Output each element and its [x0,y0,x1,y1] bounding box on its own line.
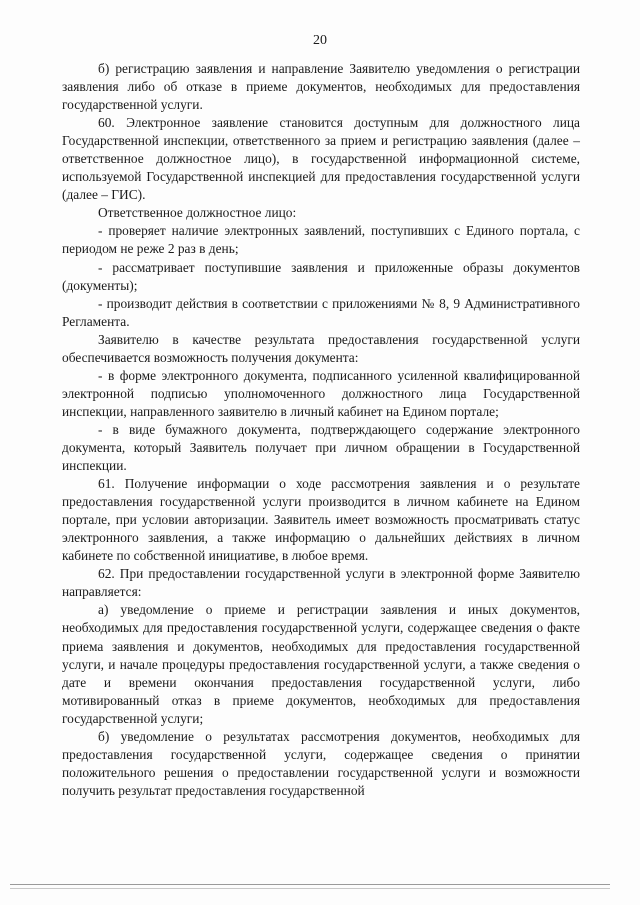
paragraph-60: 60. Электронное заявление становится доступным для должностного лица Государственной инспекции, ответственного за прием и регистрацию заявления (далее – ответственное должностное лицо), в государственной информационной системе, используемой Государственной инспекцией для предоставления государственной услуги (далее – ГИС). [62,115,580,203]
paragraph-59b: б) регистрацию заявления и направление Заявителю уведомления о регистрации заявления либо об отказе в приеме документов, необходимых для предоставления государственной услуги. [62,61,580,113]
list-item-performs-actions: - производит действия в соответствии с приложениями № 8, 9 Административного Регламента. [62,295,580,329]
list-item-checks-applications: - проверяет наличие электронных заявлений, поступивших с Единого портала, с периодом не реже 2 раз в день; [62,223,580,257]
page-number: 20 [313,33,327,48]
paragraph-62a: а) уведомление о приеме и регистрации заявления и иных документов, необходимых для предоставления государственной услуги, содержащее сведения о факте приема заявления и документов, необходимых для предоставления государственной услуги, и начале процедуры предоставления государственной услуги, а также сведения о дате и времени окончания предоставления государственной услуги, либо мотивированный отказ в приеме документов, необходимых для предоставления государственной услуги; [62,602,580,726]
scan-edge-line-secondary [10,888,610,889]
list-item-paper-document: - в виде бумажного документа, подтверждающего содержание электронного документа, который Заявитель получает при личном обращении в Государственной инспекции. [62,421,580,474]
paragraph-result-document: Заявителю в качестве результата предоставления государственной услуги обеспечивается возможность получения документа: [62,331,580,365]
scan-edge-line [10,884,610,885]
list-item-electronic-document: - в форме электронного документа, подписанного усиленной квалифицированной электронной подписью уполномоченного должностного лица Государственной инспекции, направленного заявителю в личный кабинет на Едином портале; [62,367,580,419]
paragraph-62: 62. При предоставлении государственной услуги в электронной форме Заявителю направляется: [62,566,580,600]
paragraph-responsible-official: Ответственное должностное лицо: [98,205,297,221]
document-body [62,60,580,800]
list-item-reviews-applications: - рассматривает поступившие заявления и приложенные образы документов (документы); [62,259,580,293]
paragraph-61: 61. Получение информации о ходе рассмотрения заявления и о результате предоставления государственной услуги производится в личном кабинете на Едином портале, при условии авторизации. Заявитель имеет возможность просматривать статус электронного заявления, а также информацию о дальнейших действиях в личном кабинете по собственной инициативе, в любое время. [62,476,580,564]
paragraph-62b: б) уведомление о результатах рассмотрения документов, необходимых для предоставления государственной услуги, содержащее сведения о принятии положительного решения о предоставлении государственной услуги и возможности получить результат предоставления государственной [62,728,580,798]
